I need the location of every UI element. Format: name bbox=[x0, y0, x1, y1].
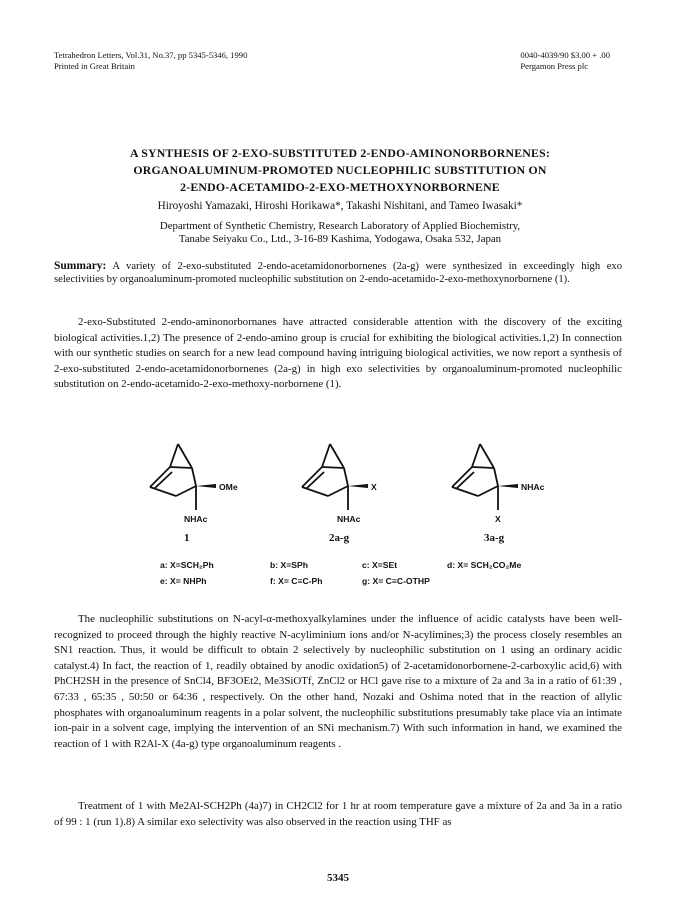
compound-number-1: 1 bbox=[184, 532, 190, 544]
author-list: Hiroyoshi Yamazaki, Hiroshi Horikawa*, Takashi Nishitani, and Tameo Iwasaki* bbox=[157, 200, 523, 212]
title-line-3: 2-ENDO-ACETAMIDO-2-EXO-METHOXYNORBORNENE bbox=[180, 180, 500, 194]
substituent-d: d: X= SCH₂CO₂Me bbox=[447, 560, 522, 570]
norbornene-structure-1 bbox=[128, 432, 238, 527]
summary-text: A variety of 2-exo-substituted 2-endo-acetamidonorbornenes (2a-g) were synthesized in exceedingly high exo selectivities by organoaluminum-promoted nucleophilic substitution on 2-endo-acetamido-2-exo-methoxynorbornene (1). bbox=[54, 261, 622, 285]
results-paragraph bbox=[54, 799, 622, 830]
norbornene-structure-2 bbox=[280, 432, 390, 527]
intro-paragraph bbox=[54, 315, 622, 393]
title-line-1: A SYNTHESIS OF 2-EXO-SUBSTITUTED 2-ENDO-AMINONORBORNENES: bbox=[130, 146, 550, 160]
struct3-bottom-label: X bbox=[495, 514, 501, 524]
struct3-substituent: NHAc bbox=[521, 482, 545, 492]
publisher-line: Pergamon Press plc bbox=[520, 61, 589, 71]
title-line-2: ORGANOALUMINUM-PROMOTED NUCLEOPHILIC SUBSTITUTION ON bbox=[133, 163, 547, 177]
struct1-bottom-label: NHAc bbox=[184, 514, 208, 524]
compound-number-3: 3a-g bbox=[484, 532, 505, 544]
publisher-info bbox=[520, 50, 610, 72]
substituent-e: e: X= NHPh bbox=[160, 576, 207, 586]
substituent-f: f: X= C≡C-Ph bbox=[270, 576, 323, 586]
printed-in-line: Printed in Great Britain bbox=[54, 61, 135, 71]
struct2-bottom-label: NHAc bbox=[337, 514, 361, 524]
substituent-g: g: X= C≡C-OTHP bbox=[362, 576, 430, 586]
summary-label: Summary: bbox=[54, 260, 107, 272]
substituent-b: b: X=SPh bbox=[270, 560, 308, 570]
summary-block bbox=[54, 260, 622, 286]
page-number: 5345 bbox=[327, 872, 349, 884]
substituent-a: a: X=SCH₂Ph bbox=[160, 560, 214, 570]
struct2-substituent: X bbox=[371, 482, 377, 492]
affiliation bbox=[60, 220, 620, 246]
citation-line: Tetrahedron Letters, Vol.31, No.37, pp 5345-5346, 1990 bbox=[54, 50, 248, 60]
affiliation-line-2: Tanabe Seiyaku Co., Ltd., 3-16-89 Kashima, Yodogawa, Osaka 532, Japan bbox=[178, 233, 502, 245]
reaction-scheme bbox=[100, 432, 600, 607]
paragraph-text: The nucleophilic substitutions on N-acyl-α-methoxyalkylamines under the influence of acidic catalysts have been well-recognized to proceed through the highly reactive N-acyliminium ions and/or N-acylimines;3) the process closely resembles an SN1 reaction. Thus, it would be difficult to obtain 2 selectively by nucleophilic substitution on 1 using an ordinary acidic catalyst.4) In fact, the reaction of 1, readily obtained by anodic oxidation5) of 2-acetamidonorbornene-2-carboxylic acid,6) with PhCH2SH in the presence of SnCl4, BF3OEt2, Me3SiOTf, ZnCl2 or HCl gave rise to a mixture of 2a and 3a in a ratio of 61:39 , 67:33 , 65:35 , 50:50 or 64:36 , respectively. On the other hand, Nozaki and Oshima noted that in the reaction of allylic phosphates with organoaluminum reagents in a polar solvent, the nucleophilic substitutions presumably take place via an intimate ion-pair in a solvent cage, implying the intervention of an SNi mechanism.7) With such information in hand, we examined the reaction of 1 with R2Al-X (4a-g) type organoaluminum reagents . bbox=[54, 613, 622, 750]
paragraph-text: 2-exo-Substituted 2-endo-aminonorbornanes have attracted considerable attention with the discovery of the exciting biological activities.1,2) The presence of 2-endo-amino group is crucial for exhibiting the biological activities.1,2) In connection with our synthetic studies on search for a new lead compound having intriguing biological activities, we now report a synthesis of 2-exo-substituted 2-endo-acetamidonorbornenes (2a-g) in high exo selectivities by organoaluminum-promoted nucleophilic substitution on 2-endo-acetamido-2-exo-methoxy-norbornene (1). bbox=[54, 316, 622, 391]
norbornene-structure-3 bbox=[430, 432, 540, 527]
paragraph-text: Treatment of 1 with Me2Al-SCH2Ph (4a)7) in CH2Cl2 for 1 hr at room temperature gave a mixture of 2a and 3a in a ratio of 99 : 1 (run 1).8) A similar exo selectivity was also observed in the reaction using THF as bbox=[54, 800, 622, 828]
compound-number-2: 2a-g bbox=[329, 532, 350, 544]
article-title bbox=[60, 145, 620, 196]
affiliation-line-1: Department of Synthetic Chemistry, Research Laboratory of Applied Biochemistry, bbox=[159, 220, 521, 232]
struct1-substituent: OMe bbox=[219, 482, 238, 492]
substituent-c: c: X=SEt bbox=[362, 560, 398, 570]
journal-citation bbox=[54, 50, 247, 72]
discussion-paragraph bbox=[54, 612, 622, 752]
issn-price-line: 0040-4039/90 $3.00 + .00 bbox=[520, 50, 610, 60]
